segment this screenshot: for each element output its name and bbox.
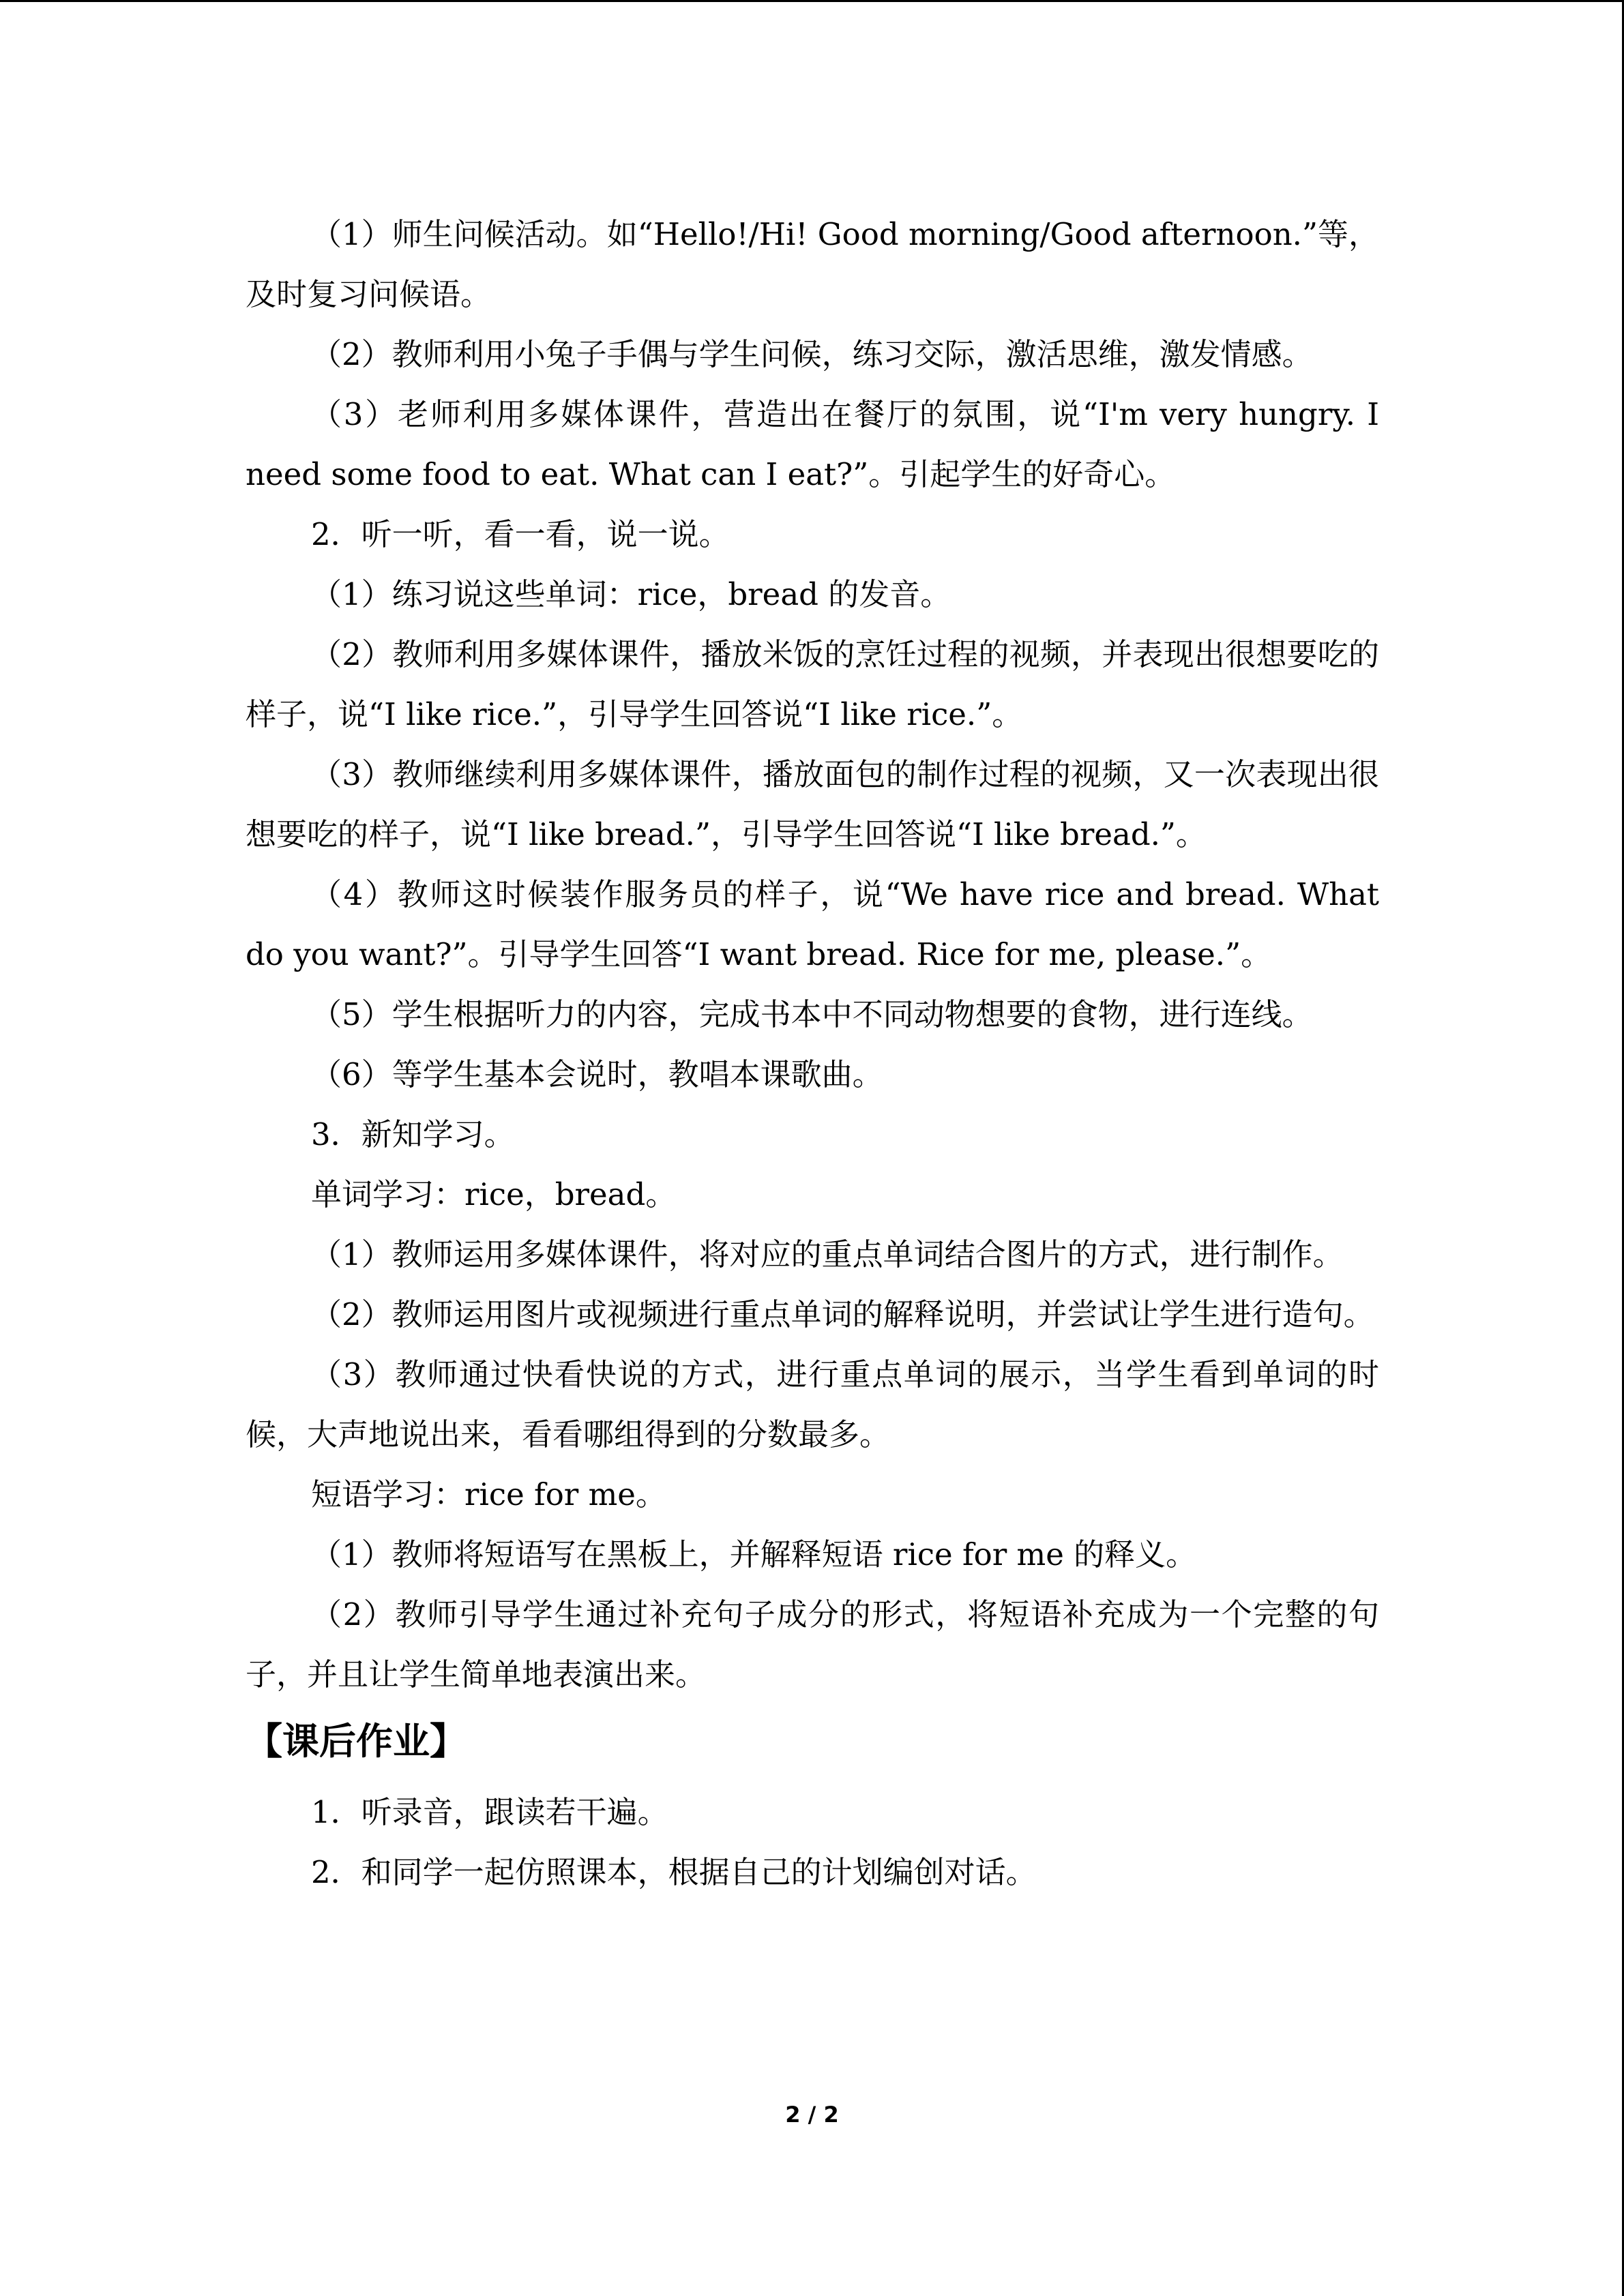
homework-heading: 【课后作业】 [246,1720,467,1763]
phrase-subheading: 短语学习：rice for me。 [311,1476,666,1512]
paragraph: （6）等学生基本会说时，教唱本课歌曲。 [311,1056,883,1092]
paragraph: （1）师生问候活动。如“Hello!/Hi! Good morning/Good afternoon.”等，及时复习问候语。 [246,216,1379,312]
paragraph: （2）教师利用多媒体课件，播放米饭的烹饪过程的视频，并表现出很想要吃的样子，说“I like rice.”，引导学生回答说“I like rice.”。 [246,636,1379,732]
page-border-top [0,0,1624,2]
paragraph: （4）教师这时候装作服务员的样子，说“We have rice and bread. What do you want?”。引导学生回答“I want bread. Rice for me, please.”。 [246,876,1379,972]
paragraph: （2）教师运用图片或视频进行重点单词的解释说明，并尝试让学生进行造句。 [311,1296,1374,1332]
page-number: 2 / 2 [785,2102,839,2128]
paragraph: （2）教师引导学生通过补充句子成分的形式，将短语补充成为一个完整的句子，并且让学生简单地表演出来。 [246,1596,1379,1693]
paragraph: （3）教师继续利用多媒体课件，播放面包的制作过程的视频，又一次表现出很想要吃的样子，说“I like bread.”，引导学生回答说“I like bread.”。 [246,756,1379,852]
section-heading-2: 2．听一听，看一看，说一说。 [311,516,730,552]
homework-item: 2．和同学一起仿照课本，根据自己的计划编创对话。 [311,1854,1037,1890]
paragraph: （3）教师通过快看快说的方式，进行重点单词的展示，当学生看到单词的时候，大声地说出来，看看哪组得到的分数最多。 [246,1356,1379,1452]
vocab-subheading: 单词学习：rice，bread。 [311,1176,677,1212]
paragraph: （2）教师利用小兔子手偶与学生问候，练习交际，激活思维，激发情感。 [311,336,1313,372]
paragraph: （5）学生根据听力的内容，完成书本中不同动物想要的食物，进行连线。 [311,996,1313,1032]
paragraph: （3）老师利用多媒体课件，营造出在餐厅的氛围，说“I'm very hungry. I need some food to eat. What can I eat?”。引起学生的好奇心。 [246,396,1379,492]
homework-item: 1．听录音，跟读若干遍。 [311,1794,668,1830]
paragraph: （1）教师运用多媒体课件，将对应的重点单词结合图片的方式，进行制作。 [311,1236,1344,1272]
paragraph: （1）练习说这些单词：rice，bread 的发音。 [311,576,951,612]
section-heading-3: 3．新知学习。 [311,1116,515,1152]
paragraph: （1）教师将短语写在黑板上，并解释短语 rice for me 的释义。 [311,1536,1197,1572]
document-body [246,205,1379,1903]
